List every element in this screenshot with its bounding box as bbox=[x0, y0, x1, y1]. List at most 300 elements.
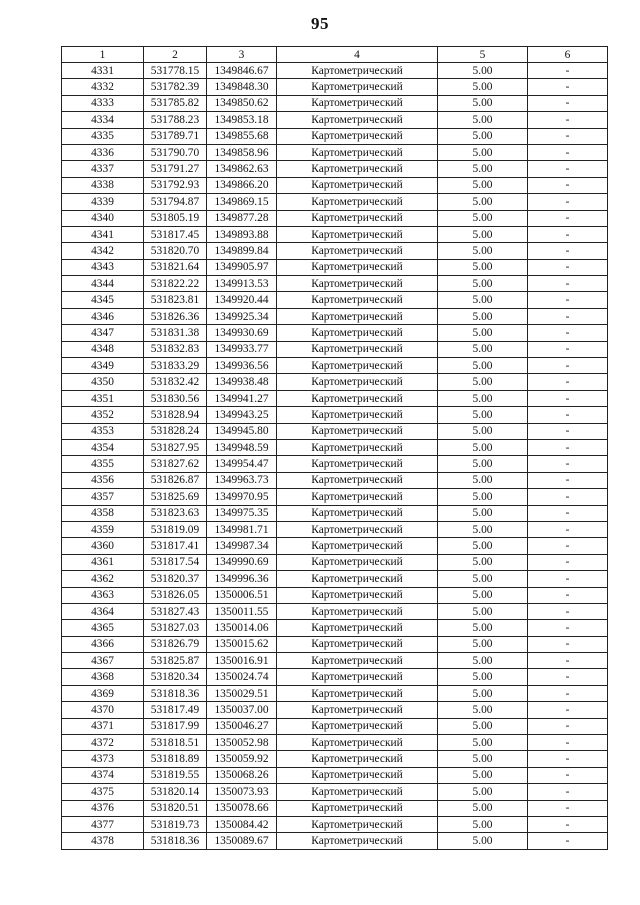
point-number-cell: 4357 bbox=[62, 489, 144, 505]
y-coordinate-cell: 1350052.98 bbox=[207, 735, 277, 751]
x-coordinate-cell: 531820.70 bbox=[144, 243, 207, 259]
method-cell: Картометрический bbox=[277, 767, 438, 783]
point-number-cell: 4362 bbox=[62, 571, 144, 587]
accuracy-cell: 5.00 bbox=[438, 669, 528, 685]
note-cell: - bbox=[528, 243, 608, 259]
note-cell: - bbox=[528, 833, 608, 849]
x-coordinate-cell: 531820.51 bbox=[144, 800, 207, 816]
accuracy-cell: 5.00 bbox=[438, 784, 528, 800]
method-cell: Картометрический bbox=[277, 472, 438, 488]
x-coordinate-cell: 531820.14 bbox=[144, 784, 207, 800]
point-number-cell: 4349 bbox=[62, 358, 144, 374]
table-body bbox=[62, 63, 608, 850]
table-row bbox=[62, 800, 608, 816]
y-coordinate-cell: 1349893.88 bbox=[207, 226, 277, 242]
note-cell: - bbox=[528, 177, 608, 193]
table-row bbox=[62, 489, 608, 505]
accuracy-cell: 5.00 bbox=[438, 702, 528, 718]
y-coordinate-cell: 1349933.77 bbox=[207, 341, 277, 357]
table-row bbox=[62, 341, 608, 357]
y-coordinate-cell: 1349869.15 bbox=[207, 194, 277, 210]
method-cell: Картометрический bbox=[277, 669, 438, 685]
note-cell: - bbox=[528, 325, 608, 341]
table-row bbox=[62, 276, 608, 292]
note-cell: - bbox=[528, 161, 608, 177]
method-cell: Картометрический bbox=[277, 63, 438, 79]
point-number-cell: 4370 bbox=[62, 702, 144, 718]
table-row bbox=[62, 784, 608, 800]
method-cell: Картометрический bbox=[277, 653, 438, 669]
note-cell: - bbox=[528, 358, 608, 374]
method-cell: Картометрический bbox=[277, 456, 438, 472]
x-coordinate-cell: 531817.45 bbox=[144, 226, 207, 242]
y-coordinate-cell: 1350016.91 bbox=[207, 653, 277, 669]
point-number-cell: 4333 bbox=[62, 95, 144, 111]
table-row bbox=[62, 292, 608, 308]
table-row bbox=[62, 702, 608, 718]
y-coordinate-cell: 1349853.18 bbox=[207, 112, 277, 128]
method-cell: Картометрический bbox=[277, 751, 438, 767]
table-row bbox=[62, 210, 608, 226]
method-cell: Картометрический bbox=[277, 718, 438, 734]
x-coordinate-cell: 531827.62 bbox=[144, 456, 207, 472]
method-cell: Картометрический bbox=[277, 833, 438, 849]
accuracy-cell: 5.00 bbox=[438, 521, 528, 537]
x-coordinate-cell: 531820.34 bbox=[144, 669, 207, 685]
point-number-cell: 4359 bbox=[62, 521, 144, 537]
x-coordinate-cell: 531805.19 bbox=[144, 210, 207, 226]
table-row bbox=[62, 685, 608, 701]
accuracy-cell: 5.00 bbox=[438, 800, 528, 816]
x-coordinate-cell: 531789.71 bbox=[144, 128, 207, 144]
method-cell: Картометрический bbox=[277, 554, 438, 570]
accuracy-cell: 5.00 bbox=[438, 685, 528, 701]
y-coordinate-cell: 1349936.56 bbox=[207, 358, 277, 374]
note-cell: - bbox=[528, 292, 608, 308]
method-cell: Картометрический bbox=[277, 423, 438, 439]
table-row bbox=[62, 521, 608, 537]
x-coordinate-cell: 531823.63 bbox=[144, 505, 207, 521]
note-cell: - bbox=[528, 128, 608, 144]
method-cell: Картометрический bbox=[277, 161, 438, 177]
table-row bbox=[62, 603, 608, 619]
table-row bbox=[62, 636, 608, 652]
accuracy-cell: 5.00 bbox=[438, 735, 528, 751]
x-coordinate-cell: 531826.05 bbox=[144, 587, 207, 603]
column-header-1: 1 bbox=[62, 47, 144, 63]
y-coordinate-cell: 1349987.34 bbox=[207, 538, 277, 554]
table-row bbox=[62, 653, 608, 669]
note-cell: - bbox=[528, 226, 608, 242]
table-row bbox=[62, 226, 608, 242]
point-number-cell: 4378 bbox=[62, 833, 144, 849]
x-coordinate-cell: 531820.37 bbox=[144, 571, 207, 587]
method-cell: Картометрический bbox=[277, 603, 438, 619]
method-cell: Картометрический bbox=[277, 587, 438, 603]
point-number-cell: 4375 bbox=[62, 784, 144, 800]
note-cell: - bbox=[528, 341, 608, 357]
note-cell: - bbox=[528, 669, 608, 685]
accuracy-cell: 5.00 bbox=[438, 243, 528, 259]
y-coordinate-cell: 1349846.67 bbox=[207, 63, 277, 79]
y-coordinate-cell: 1349970.95 bbox=[207, 489, 277, 505]
y-coordinate-cell: 1350006.51 bbox=[207, 587, 277, 603]
x-coordinate-cell: 531827.95 bbox=[144, 439, 207, 455]
y-coordinate-cell: 1350073.93 bbox=[207, 784, 277, 800]
y-coordinate-cell: 1349858.96 bbox=[207, 144, 277, 160]
note-cell: - bbox=[528, 210, 608, 226]
note-cell: - bbox=[528, 767, 608, 783]
method-cell: Картометрический bbox=[277, 505, 438, 521]
note-cell: - bbox=[528, 259, 608, 275]
note-cell: - bbox=[528, 538, 608, 554]
point-number-cell: 4345 bbox=[62, 292, 144, 308]
point-number-cell: 4342 bbox=[62, 243, 144, 259]
table-row bbox=[62, 390, 608, 406]
y-coordinate-cell: 1350046.27 bbox=[207, 718, 277, 734]
point-number-cell: 4337 bbox=[62, 161, 144, 177]
y-coordinate-cell: 1349954.47 bbox=[207, 456, 277, 472]
table-row bbox=[62, 554, 608, 570]
x-coordinate-cell: 531830.56 bbox=[144, 390, 207, 406]
note-cell: - bbox=[528, 144, 608, 160]
accuracy-cell: 5.00 bbox=[438, 554, 528, 570]
point-number-cell: 4346 bbox=[62, 308, 144, 324]
note-cell: - bbox=[528, 374, 608, 390]
note-cell: - bbox=[528, 587, 608, 603]
accuracy-cell: 5.00 bbox=[438, 194, 528, 210]
table-row bbox=[62, 620, 608, 636]
x-coordinate-cell: 531826.36 bbox=[144, 308, 207, 324]
accuracy-cell: 5.00 bbox=[438, 226, 528, 242]
table-row bbox=[62, 816, 608, 832]
accuracy-cell: 5.00 bbox=[438, 718, 528, 734]
accuracy-cell: 5.00 bbox=[438, 177, 528, 193]
point-number-cell: 4338 bbox=[62, 177, 144, 193]
x-coordinate-cell: 531778.15 bbox=[144, 63, 207, 79]
accuracy-cell: 5.00 bbox=[438, 767, 528, 783]
point-number-cell: 4368 bbox=[62, 669, 144, 685]
y-coordinate-cell: 1349945.80 bbox=[207, 423, 277, 439]
note-cell: - bbox=[528, 718, 608, 734]
note-cell: - bbox=[528, 505, 608, 521]
y-coordinate-cell: 1349975.35 bbox=[207, 505, 277, 521]
y-coordinate-cell: 1349913.53 bbox=[207, 276, 277, 292]
table-row bbox=[62, 325, 608, 341]
note-cell: - bbox=[528, 276, 608, 292]
accuracy-cell: 5.00 bbox=[438, 128, 528, 144]
note-cell: - bbox=[528, 620, 608, 636]
accuracy-cell: 5.00 bbox=[438, 571, 528, 587]
table-row bbox=[62, 735, 608, 751]
note-cell: - bbox=[528, 554, 608, 570]
accuracy-cell: 5.00 bbox=[438, 407, 528, 423]
y-coordinate-cell: 1349855.68 bbox=[207, 128, 277, 144]
point-number-cell: 4351 bbox=[62, 390, 144, 406]
accuracy-cell: 5.00 bbox=[438, 358, 528, 374]
x-coordinate-cell: 531833.29 bbox=[144, 358, 207, 374]
method-cell: Картометрический bbox=[277, 571, 438, 587]
x-coordinate-cell: 531821.64 bbox=[144, 259, 207, 275]
table-row bbox=[62, 243, 608, 259]
method-cell: Картометрический bbox=[277, 276, 438, 292]
point-number-cell: 4365 bbox=[62, 620, 144, 636]
method-cell: Картометрический bbox=[277, 374, 438, 390]
method-cell: Картометрический bbox=[277, 128, 438, 144]
x-coordinate-cell: 531817.54 bbox=[144, 554, 207, 570]
method-cell: Картометрический bbox=[277, 226, 438, 242]
table-row bbox=[62, 767, 608, 783]
column-header-6: 6 bbox=[528, 47, 608, 63]
table-row bbox=[62, 751, 608, 767]
y-coordinate-cell: 1350015.62 bbox=[207, 636, 277, 652]
x-coordinate-cell: 531825.87 bbox=[144, 653, 207, 669]
method-cell: Картометрический bbox=[277, 702, 438, 718]
point-number-cell: 4361 bbox=[62, 554, 144, 570]
column-header-3: 3 bbox=[207, 47, 277, 63]
note-cell: - bbox=[528, 521, 608, 537]
note-cell: - bbox=[528, 407, 608, 423]
method-cell: Картометрический bbox=[277, 194, 438, 210]
accuracy-cell: 5.00 bbox=[438, 374, 528, 390]
point-number-cell: 4347 bbox=[62, 325, 144, 341]
method-cell: Картометрический bbox=[277, 489, 438, 505]
y-coordinate-cell: 1349930.69 bbox=[207, 325, 277, 341]
accuracy-cell: 5.00 bbox=[438, 456, 528, 472]
y-coordinate-cell: 1349866.20 bbox=[207, 177, 277, 193]
point-number-cell: 4374 bbox=[62, 767, 144, 783]
y-coordinate-cell: 1349990.69 bbox=[207, 554, 277, 570]
point-number-cell: 4344 bbox=[62, 276, 144, 292]
x-coordinate-cell: 531822.22 bbox=[144, 276, 207, 292]
y-coordinate-cell: 1350068.26 bbox=[207, 767, 277, 783]
table-row bbox=[62, 718, 608, 734]
table-row bbox=[62, 472, 608, 488]
y-coordinate-cell: 1350078.66 bbox=[207, 800, 277, 816]
accuracy-cell: 5.00 bbox=[438, 423, 528, 439]
table-row bbox=[62, 63, 608, 79]
note-cell: - bbox=[528, 603, 608, 619]
method-cell: Картометрический bbox=[277, 390, 438, 406]
note-cell: - bbox=[528, 423, 608, 439]
y-coordinate-cell: 1350014.06 bbox=[207, 620, 277, 636]
note-cell: - bbox=[528, 702, 608, 718]
table-row bbox=[62, 538, 608, 554]
header-row bbox=[62, 47, 608, 63]
point-number-cell: 4336 bbox=[62, 144, 144, 160]
method-cell: Картометрический bbox=[277, 620, 438, 636]
accuracy-cell: 5.00 bbox=[438, 587, 528, 603]
note-cell: - bbox=[528, 653, 608, 669]
x-coordinate-cell: 531826.87 bbox=[144, 472, 207, 488]
note-cell: - bbox=[528, 735, 608, 751]
note-cell: - bbox=[528, 439, 608, 455]
x-coordinate-cell: 531831.38 bbox=[144, 325, 207, 341]
x-coordinate-cell: 531825.69 bbox=[144, 489, 207, 505]
point-number-cell: 4355 bbox=[62, 456, 144, 472]
point-number-cell: 4348 bbox=[62, 341, 144, 357]
note-cell: - bbox=[528, 489, 608, 505]
note-cell: - bbox=[528, 112, 608, 128]
accuracy-cell: 5.00 bbox=[438, 210, 528, 226]
y-coordinate-cell: 1349905.97 bbox=[207, 259, 277, 275]
table-row bbox=[62, 144, 608, 160]
method-cell: Картометрический bbox=[277, 784, 438, 800]
table-row bbox=[62, 456, 608, 472]
point-number-cell: 4352 bbox=[62, 407, 144, 423]
y-coordinate-cell: 1349899.84 bbox=[207, 243, 277, 259]
method-cell: Картометрический bbox=[277, 816, 438, 832]
accuracy-cell: 5.00 bbox=[438, 144, 528, 160]
y-coordinate-cell: 1349925.34 bbox=[207, 308, 277, 324]
note-cell: - bbox=[528, 194, 608, 210]
note-cell: - bbox=[528, 816, 608, 832]
accuracy-cell: 5.00 bbox=[438, 538, 528, 554]
x-coordinate-cell: 531817.99 bbox=[144, 718, 207, 734]
point-number-cell: 4339 bbox=[62, 194, 144, 210]
point-number-cell: 4371 bbox=[62, 718, 144, 734]
table-row bbox=[62, 423, 608, 439]
point-number-cell: 4360 bbox=[62, 538, 144, 554]
method-cell: Картометрический bbox=[277, 243, 438, 259]
table-row bbox=[62, 112, 608, 128]
x-coordinate-cell: 531827.03 bbox=[144, 620, 207, 636]
note-cell: - bbox=[528, 456, 608, 472]
method-cell: Картометрический bbox=[277, 177, 438, 193]
table-row bbox=[62, 79, 608, 95]
table-row bbox=[62, 177, 608, 193]
x-coordinate-cell: 531817.49 bbox=[144, 702, 207, 718]
point-number-cell: 4335 bbox=[62, 128, 144, 144]
method-cell: Картометрический bbox=[277, 308, 438, 324]
y-coordinate-cell: 1349850.62 bbox=[207, 95, 277, 111]
accuracy-cell: 5.00 bbox=[438, 112, 528, 128]
x-coordinate-cell: 531792.93 bbox=[144, 177, 207, 193]
table-row bbox=[62, 833, 608, 849]
accuracy-cell: 5.00 bbox=[438, 341, 528, 357]
method-cell: Картометрический bbox=[277, 685, 438, 701]
table-row bbox=[62, 407, 608, 423]
point-number-cell: 4334 bbox=[62, 112, 144, 128]
note-cell: - bbox=[528, 95, 608, 111]
method-cell: Картометрический bbox=[277, 800, 438, 816]
x-coordinate-cell: 531819.55 bbox=[144, 767, 207, 783]
accuracy-cell: 5.00 bbox=[438, 325, 528, 341]
y-coordinate-cell: 1349963.73 bbox=[207, 472, 277, 488]
point-number-cell: 4343 bbox=[62, 259, 144, 275]
note-cell: - bbox=[528, 390, 608, 406]
accuracy-cell: 5.00 bbox=[438, 63, 528, 79]
accuracy-cell: 5.00 bbox=[438, 95, 528, 111]
accuracy-cell: 5.00 bbox=[438, 505, 528, 521]
accuracy-cell: 5.00 bbox=[438, 161, 528, 177]
table-row bbox=[62, 95, 608, 111]
point-number-cell: 4356 bbox=[62, 472, 144, 488]
y-coordinate-cell: 1349948.59 bbox=[207, 439, 277, 455]
x-coordinate-cell: 531790.70 bbox=[144, 144, 207, 160]
y-coordinate-cell: 1349981.71 bbox=[207, 521, 277, 537]
x-coordinate-cell: 531823.81 bbox=[144, 292, 207, 308]
x-coordinate-cell: 531819.09 bbox=[144, 521, 207, 537]
table-row bbox=[62, 439, 608, 455]
x-coordinate-cell: 531832.42 bbox=[144, 374, 207, 390]
method-cell: Картометрический bbox=[277, 521, 438, 537]
accuracy-cell: 5.00 bbox=[438, 751, 528, 767]
page-number: 95 bbox=[311, 14, 329, 33]
column-header-5: 5 bbox=[438, 47, 528, 63]
y-coordinate-cell: 1350011.55 bbox=[207, 603, 277, 619]
note-cell: - bbox=[528, 800, 608, 816]
accuracy-cell: 5.00 bbox=[438, 620, 528, 636]
y-coordinate-cell: 1350024.74 bbox=[207, 669, 277, 685]
table-row bbox=[62, 571, 608, 587]
accuracy-cell: 5.00 bbox=[438, 259, 528, 275]
point-number-cell: 4367 bbox=[62, 653, 144, 669]
x-coordinate-cell: 531794.87 bbox=[144, 194, 207, 210]
y-coordinate-cell: 1349877.28 bbox=[207, 210, 277, 226]
table-row bbox=[62, 505, 608, 521]
accuracy-cell: 5.00 bbox=[438, 653, 528, 669]
method-cell: Картометрический bbox=[277, 341, 438, 357]
x-coordinate-cell: 531818.51 bbox=[144, 735, 207, 751]
table-row bbox=[62, 128, 608, 144]
column-header-2: 2 bbox=[144, 47, 207, 63]
y-coordinate-cell: 1349920.44 bbox=[207, 292, 277, 308]
accuracy-cell: 5.00 bbox=[438, 472, 528, 488]
method-cell: Картометрический bbox=[277, 259, 438, 275]
x-coordinate-cell: 531817.41 bbox=[144, 538, 207, 554]
table-row bbox=[62, 194, 608, 210]
point-number-cell: 4354 bbox=[62, 439, 144, 455]
note-cell: - bbox=[528, 784, 608, 800]
y-coordinate-cell: 1350084.42 bbox=[207, 816, 277, 832]
table-row bbox=[62, 161, 608, 177]
point-number-cell: 4377 bbox=[62, 816, 144, 832]
y-coordinate-cell: 1349848.30 bbox=[207, 79, 277, 95]
note-cell: - bbox=[528, 308, 608, 324]
accuracy-cell: 5.00 bbox=[438, 816, 528, 832]
note-cell: - bbox=[528, 472, 608, 488]
y-coordinate-cell: 1350089.67 bbox=[207, 833, 277, 849]
note-cell: - bbox=[528, 571, 608, 587]
point-number-cell: 4350 bbox=[62, 374, 144, 390]
y-coordinate-cell: 1349996.36 bbox=[207, 571, 277, 587]
point-number-cell: 4340 bbox=[62, 210, 144, 226]
point-number-cell: 4376 bbox=[62, 800, 144, 816]
method-cell: Картометрический bbox=[277, 95, 438, 111]
point-number-cell: 4372 bbox=[62, 735, 144, 751]
y-coordinate-cell: 1350059.92 bbox=[207, 751, 277, 767]
table-row bbox=[62, 669, 608, 685]
note-cell: - bbox=[528, 63, 608, 79]
x-coordinate-cell: 531788.23 bbox=[144, 112, 207, 128]
accuracy-cell: 5.00 bbox=[438, 276, 528, 292]
x-coordinate-cell: 531828.24 bbox=[144, 423, 207, 439]
accuracy-cell: 5.00 bbox=[438, 292, 528, 308]
y-coordinate-cell: 1349943.25 bbox=[207, 407, 277, 423]
method-cell: Картометрический bbox=[277, 79, 438, 95]
accuracy-cell: 5.00 bbox=[438, 439, 528, 455]
table-row bbox=[62, 259, 608, 275]
x-coordinate-cell: 531828.94 bbox=[144, 407, 207, 423]
table-header bbox=[62, 47, 608, 63]
point-number-cell: 4358 bbox=[62, 505, 144, 521]
point-number-cell: 4364 bbox=[62, 603, 144, 619]
x-coordinate-cell: 531819.73 bbox=[144, 816, 207, 832]
point-number-cell: 4331 bbox=[62, 63, 144, 79]
method-cell: Картометрический bbox=[277, 439, 438, 455]
method-cell: Картометрический bbox=[277, 407, 438, 423]
